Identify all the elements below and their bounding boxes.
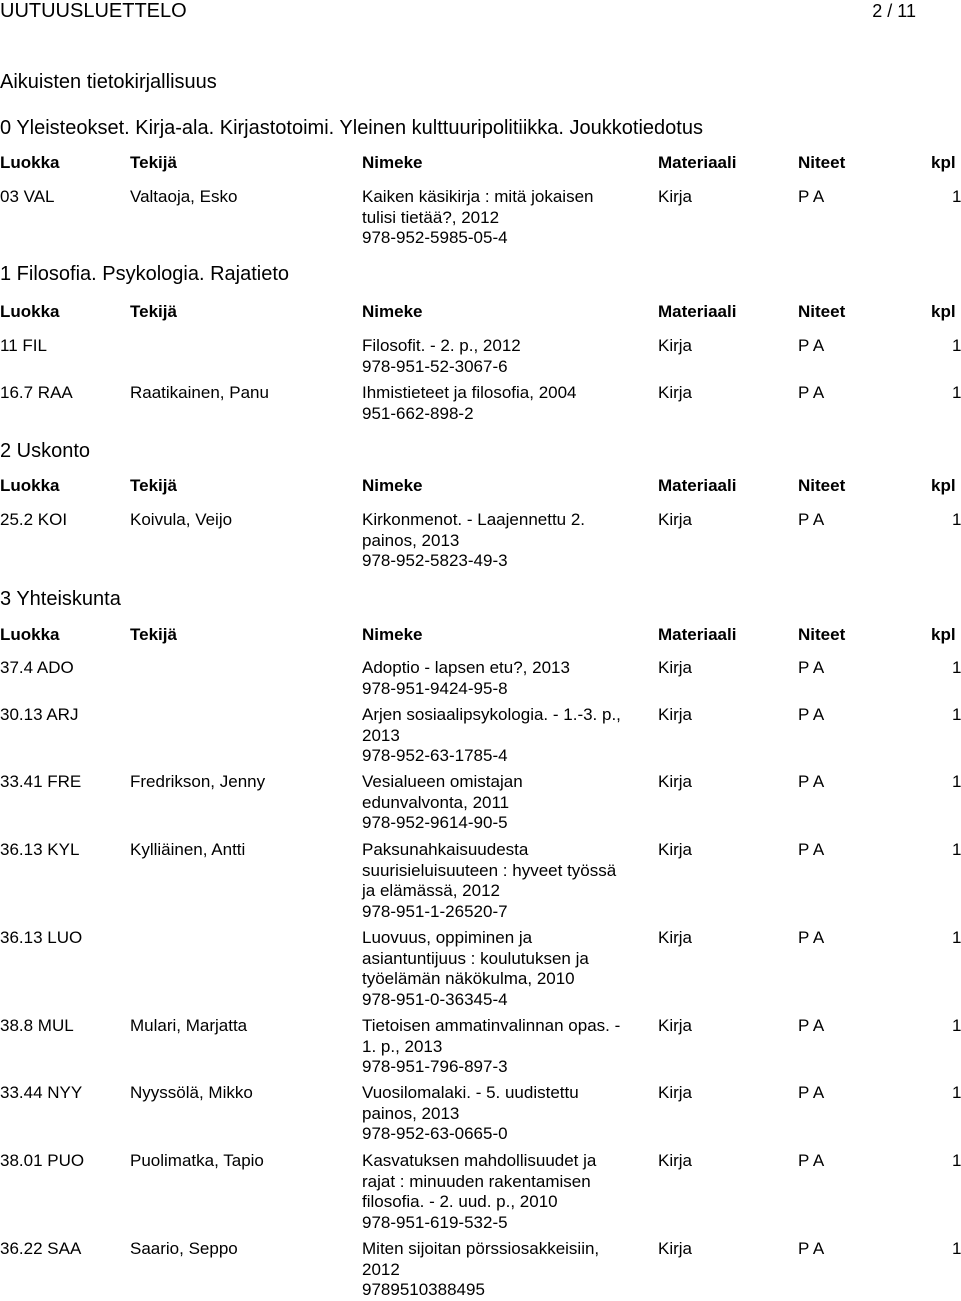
row-niteet: P A bbox=[798, 510, 825, 529]
column-header-nimeke: Nimeke bbox=[362, 153, 423, 172]
section-heading: 2 Uskonto bbox=[0, 440, 91, 462]
row-nimeke-line: 978-951-619-532-5 bbox=[362, 1212, 508, 1232]
column-header-niteet: Niteet bbox=[798, 153, 846, 172]
row-nimeke-line: Kaiken käsikirja : mitä jokaisen bbox=[362, 187, 594, 206]
page-title: UUTUUSLUETTELO bbox=[0, 0, 187, 22]
row-luokka: 25.2 KOI bbox=[0, 510, 68, 529]
row-luokka: 38.01 PUO bbox=[0, 1151, 85, 1170]
row-nimeke bbox=[362, 772, 652, 834]
row-luokka: 33.44 NYY bbox=[0, 1083, 83, 1102]
column-header-nimeke: Nimeke bbox=[362, 625, 423, 644]
row-nimeke-line: 978-951-52-3067-6 bbox=[362, 356, 508, 376]
row-niteet: P A bbox=[798, 840, 825, 859]
row-nimeke-line: 978-952-63-1785-4 bbox=[362, 746, 508, 765]
row-nimeke-line: Tietoisen ammatinvalinnan opas. - bbox=[362, 1016, 621, 1035]
row-nimeke-line: 978-952-9614-90-5 bbox=[362, 813, 508, 832]
row-nimeke-line: 1. p., 2013 bbox=[362, 1036, 443, 1056]
row-niteet: P A bbox=[798, 705, 825, 724]
row-tekija: Valtaoja, Esko bbox=[130, 187, 238, 206]
column-header-tekija: Tekijä bbox=[130, 153, 177, 172]
row-nimeke-line: 951-662-898-2 bbox=[362, 403, 474, 423]
row-nimeke-line: 978-952-63-0665-0 bbox=[362, 1124, 508, 1143]
row-nimeke-line: Vesialueen omistajan bbox=[362, 772, 523, 791]
row-nimeke bbox=[362, 336, 652, 377]
row-nimeke bbox=[362, 1083, 652, 1145]
row-nimeke-line: Ihmistieteet ja filosofia, 2004 bbox=[362, 383, 577, 402]
row-nimeke bbox=[362, 928, 652, 1010]
column-header-kpl: kpl bbox=[931, 153, 956, 172]
row-niteet: P A bbox=[798, 1151, 825, 1170]
row-nimeke bbox=[362, 1151, 652, 1233]
row-nimeke-line: 978-951-9424-95-8 bbox=[362, 678, 508, 698]
row-nimeke-line: Adoptio - lapsen etu?, 2013 bbox=[362, 658, 570, 677]
row-luokka: 37.4 ADO bbox=[0, 658, 74, 677]
row-nimeke-line: 978-951-796-897-3 bbox=[362, 1057, 508, 1076]
row-kpl: 1 bbox=[952, 336, 961, 355]
column-header-niteet: Niteet bbox=[798, 625, 846, 644]
main-heading: Aikuisten tietokirjallisuus bbox=[0, 71, 217, 93]
row-nimeke-line: 2013 bbox=[362, 725, 400, 745]
page-number: 2 / 11 bbox=[872, 1, 916, 21]
section-heading: 0 Yleisteokset. Kirja-ala. Kirjastotoimi. Yleinen kulttuuripolitiikka. Joukkotiedotus bbox=[0, 117, 703, 139]
row-nimeke-line: 978-952-5985-05-4 bbox=[362, 228, 508, 247]
column-header-materiaali: Materiaali bbox=[658, 625, 737, 644]
row-kpl: 1 bbox=[952, 187, 961, 206]
row-nimeke-line: Vuosilomalaki. - 5. uudistettu bbox=[362, 1083, 579, 1102]
row-kpl: 1 bbox=[952, 510, 961, 529]
column-header-luokka: Luokka bbox=[0, 625, 60, 644]
row-kpl: 1 bbox=[952, 840, 961, 859]
row-kpl: 1 bbox=[952, 772, 961, 791]
row-nimeke-line: 9789510388495 bbox=[362, 1280, 485, 1299]
section-heading: 3 Yhteiskunta bbox=[0, 588, 121, 610]
column-header-luokka: Luokka bbox=[0, 476, 60, 495]
row-luokka: 03 VAL bbox=[0, 187, 55, 206]
row-nimeke bbox=[362, 840, 652, 922]
row-nimeke-line: tulisi tietää?, 2012 bbox=[362, 207, 500, 227]
row-materiaali: Kirja bbox=[658, 705, 693, 724]
column-header-nimeke: Nimeke bbox=[362, 476, 423, 495]
row-nimeke-line: painos, 2013 bbox=[362, 530, 460, 550]
row-nimeke bbox=[362, 1239, 652, 1301]
row-niteet: P A bbox=[798, 928, 825, 947]
row-materiaali: Kirja bbox=[658, 336, 693, 355]
row-luokka: 36.13 LUO bbox=[0, 928, 83, 947]
column-header-materiaali: Materiaali bbox=[658, 153, 737, 172]
column-header-luokka: Luokka bbox=[0, 302, 60, 321]
row-nimeke-line: Luovuus, oppiminen ja bbox=[362, 928, 533, 947]
row-materiaali: Kirja bbox=[658, 840, 693, 859]
row-nimeke-line: Miten sijoitan pörssiosakkeisiin, bbox=[362, 1239, 600, 1258]
row-tekija: Nyyssölä, Mikko bbox=[130, 1083, 253, 1102]
row-tekija: Puolimatka, Tapio bbox=[130, 1151, 264, 1170]
row-materiaali: Kirja bbox=[658, 928, 693, 947]
row-tekija: Koivula, Veijo bbox=[130, 510, 233, 529]
row-nimeke-line: Kirkonmenot. - Laajennettu 2. bbox=[362, 510, 586, 529]
row-nimeke-line: Kasvatuksen mahdollisuudet ja bbox=[362, 1151, 597, 1170]
column-header-materiaali: Materiaali bbox=[658, 476, 737, 495]
row-niteet: P A bbox=[798, 383, 825, 402]
column-header-tekija: Tekijä bbox=[130, 625, 177, 644]
row-kpl: 1 bbox=[952, 383, 961, 402]
row-kpl: 1 bbox=[952, 1016, 961, 1035]
row-tekija: Kylliäinen, Antti bbox=[130, 840, 246, 859]
row-materiaali: Kirja bbox=[658, 510, 693, 529]
row-luokka: 36.22 SAA bbox=[0, 1239, 82, 1258]
column-header-niteet: Niteet bbox=[798, 476, 846, 495]
row-nimeke-line: rajat : minuuden rakentamisen bbox=[362, 1171, 591, 1191]
row-nimeke bbox=[362, 383, 652, 424]
row-nimeke-line: Filosofit. - 2. p., 2012 bbox=[362, 336, 521, 355]
row-niteet: P A bbox=[798, 658, 825, 677]
column-header-niteet: Niteet bbox=[798, 302, 846, 321]
row-kpl: 1 bbox=[952, 658, 961, 677]
row-niteet: P A bbox=[798, 772, 825, 791]
row-nimeke-line: Arjen sosiaalipsykologia. - 1.-3. p., bbox=[362, 705, 621, 724]
row-materiaali: Kirja bbox=[658, 1151, 693, 1170]
column-header-kpl: kpl bbox=[931, 302, 956, 321]
row-nimeke-line: 978-952-5823-49-3 bbox=[362, 551, 508, 570]
row-nimeke-line: edunvalvonta, 2011 bbox=[362, 792, 510, 812]
row-materiaali: Kirja bbox=[658, 1239, 693, 1258]
row-kpl: 1 bbox=[952, 1083, 961, 1102]
row-kpl: 1 bbox=[952, 1239, 961, 1258]
section-heading: 1 Filosofia. Psykologia. Rajatieto bbox=[0, 263, 290, 285]
row-nimeke bbox=[362, 658, 652, 699]
row-materiaali: Kirja bbox=[658, 383, 693, 402]
row-nimeke-line: filosofia. - 2. uud. p., 2010 bbox=[362, 1192, 558, 1211]
row-materiaali: Kirja bbox=[658, 1083, 693, 1102]
row-nimeke-line: 978-951-1-26520-7 bbox=[362, 901, 508, 921]
row-kpl: 1 bbox=[952, 928, 961, 947]
row-niteet: P A bbox=[798, 336, 825, 355]
column-header-luokka: Luokka bbox=[0, 153, 60, 172]
column-header-tekija: Tekijä bbox=[130, 476, 177, 495]
row-materiaali: Kirja bbox=[658, 1016, 693, 1035]
row-nimeke-line: painos, 2013 bbox=[362, 1103, 460, 1123]
row-luokka: 16.7 RAA bbox=[0, 383, 73, 402]
column-header-nimeke: Nimeke bbox=[362, 302, 423, 321]
column-header-materiaali: Materiaali bbox=[658, 302, 737, 321]
row-niteet: P A bbox=[798, 1083, 825, 1102]
row-luokka: 38.8 MUL bbox=[0, 1016, 74, 1035]
row-nimeke bbox=[362, 705, 652, 767]
row-luokka: 36.13 KYL bbox=[0, 840, 80, 859]
row-nimeke-line: 978-951-0-36345-4 bbox=[362, 989, 508, 1009]
row-kpl: 1 bbox=[952, 1151, 961, 1170]
row-niteet: P A bbox=[798, 1239, 825, 1258]
row-luokka: 11 FIL bbox=[0, 336, 47, 355]
row-nimeke bbox=[362, 510, 652, 572]
row-luokka: 30.13 ARJ bbox=[0, 705, 79, 724]
row-nimeke-line: ja elämässä, 2012 bbox=[362, 881, 500, 900]
row-nimeke-line: työelämän näkökulma, 2010 bbox=[362, 969, 575, 988]
row-materiaali: Kirja bbox=[658, 187, 693, 206]
column-header-tekija: Tekijä bbox=[130, 302, 177, 321]
row-materiaali: Kirja bbox=[658, 658, 693, 677]
row-kpl: 1 bbox=[952, 705, 961, 724]
row-nimeke bbox=[362, 187, 652, 249]
row-nimeke-line: asiantuntijuus : koulutuksen ja bbox=[362, 948, 589, 968]
row-nimeke-line: 2012 bbox=[362, 1259, 400, 1279]
row-luokka: 33.41 FRE bbox=[0, 772, 82, 791]
row-tekija: Saario, Seppo bbox=[130, 1239, 238, 1258]
row-tekija: Mulari, Marjatta bbox=[130, 1016, 248, 1035]
row-tekija: Fredrikson, Jenny bbox=[130, 772, 266, 791]
row-nimeke-line: Paksunahkaisuudesta bbox=[362, 840, 529, 859]
row-materiaali: Kirja bbox=[658, 772, 693, 791]
column-header-kpl: kpl bbox=[931, 476, 956, 495]
row-niteet: P A bbox=[798, 187, 825, 206]
row-nimeke-line: suurisieluisuuteen : hyveet työssä bbox=[362, 860, 617, 880]
row-tekija: Raatikainen, Panu bbox=[130, 383, 269, 402]
row-nimeke bbox=[362, 1016, 652, 1078]
column-header-kpl: kpl bbox=[931, 625, 956, 644]
row-niteet: P A bbox=[798, 1016, 825, 1035]
